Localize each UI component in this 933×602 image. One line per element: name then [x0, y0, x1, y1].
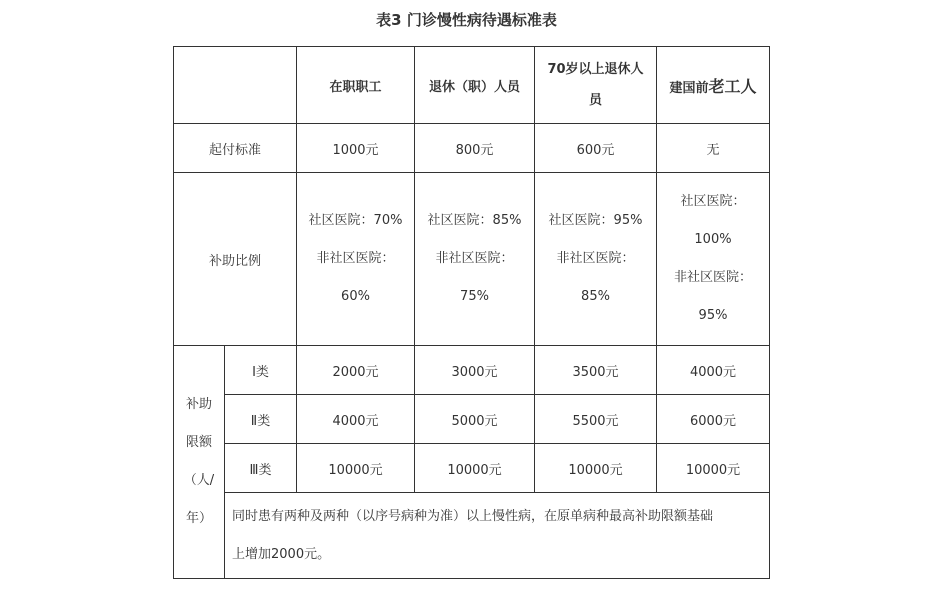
- limit-value: 4000元: [297, 395, 415, 444]
- limit-value: 10000元: [535, 444, 657, 493]
- ratio-cell-veteran: [657, 173, 770, 346]
- ratio-community-label: 社区医院：: [680, 194, 746, 209]
- limit-note-row: [174, 493, 770, 579]
- treatment-standard-table: [173, 46, 770, 579]
- header-retirees-over-70-text: 70岁以上退休人员: [547, 62, 644, 108]
- header-veteran-main: 老工人: [708, 76, 757, 96]
- limit-note-line-2: 上增加2000元。: [232, 546, 331, 562]
- limit-value: 6000元: [657, 395, 770, 444]
- ratio-cell-retiree: [415, 173, 535, 346]
- limit-value: 10000元: [415, 444, 535, 493]
- limit-value: 10000元: [657, 444, 770, 493]
- ratio-cell-over-70: [535, 173, 657, 346]
- limit-value: 10000元: [297, 444, 415, 493]
- ratio-non-community-value: 95%: [698, 308, 728, 323]
- limit-side-label: [174, 346, 225, 579]
- limit-side-line: 限额: [185, 435, 212, 450]
- limit-side-line: 年）: [185, 511, 212, 526]
- threshold-value-veteran: 无: [657, 124, 770, 173]
- ratio-non-community-value: 75%: [460, 289, 489, 304]
- header-corner-cell: [174, 47, 297, 124]
- header-retirees: 退休（职）人员: [415, 47, 535, 124]
- ratio-non-community-label: 非社区医院：: [673, 270, 752, 285]
- ratio-non-community-label: 非社区医院：: [556, 251, 635, 266]
- limit-value: 4000元: [657, 346, 770, 395]
- limit-side-line: 补助: [185, 397, 212, 412]
- ratio-community: 社区医院：70%: [308, 213, 403, 228]
- limit-row-class-3: [174, 444, 770, 493]
- ratio-non-community-label: 非社区医院：: [435, 251, 514, 266]
- ratio-community: 社区医院：85%: [427, 213, 522, 228]
- limit-category: Ⅰ类: [225, 346, 297, 395]
- limit-note-line-1: 同时患有两种及两种（以序号病种为准）以上慢性病，在原单病种最高补助限额基础: [232, 508, 714, 524]
- ratio-non-community-value: 60%: [341, 289, 370, 304]
- limit-row-class-1: [174, 346, 770, 395]
- limit-value: 5500元: [535, 395, 657, 444]
- header-veteran-prefix: 建国前: [669, 80, 709, 96]
- limit-note: [225, 493, 770, 579]
- header-veteran-workers: [657, 47, 770, 124]
- header-row: [174, 47, 770, 124]
- limit-side-line: （人/: [183, 473, 215, 488]
- limit-value: 3000元: [415, 346, 535, 395]
- limit-value: 5000元: [415, 395, 535, 444]
- ratio-non-community-label: 非社区医院：: [316, 251, 395, 266]
- limit-value: 2000元: [297, 346, 415, 395]
- ratio-community-value: 100%: [694, 232, 732, 247]
- ratio-cell-active: [297, 173, 415, 346]
- ratio-row: [174, 173, 770, 346]
- header-retirees-over-70: [535, 47, 657, 124]
- limit-row-class-2: [174, 395, 770, 444]
- limit-value: 3500元: [535, 346, 657, 395]
- threshold-value-active: 1000元: [297, 124, 415, 173]
- threshold-row: [174, 124, 770, 173]
- threshold-value-retiree: 800元: [415, 124, 535, 173]
- threshold-label: 起付标准: [174, 124, 297, 173]
- table-title: 表3 门诊慢性病待遇标准表: [376, 11, 557, 29]
- limit-category: Ⅱ类: [225, 395, 297, 444]
- header-active-employees: 在职职工: [297, 47, 415, 124]
- threshold-value-over-70: 600元: [535, 124, 657, 173]
- limit-category: Ⅲ类: [225, 444, 297, 493]
- ratio-community: 社区医院：95%: [548, 213, 643, 228]
- ratio-label: 补助比例: [174, 173, 297, 346]
- ratio-non-community-value: 85%: [581, 289, 610, 304]
